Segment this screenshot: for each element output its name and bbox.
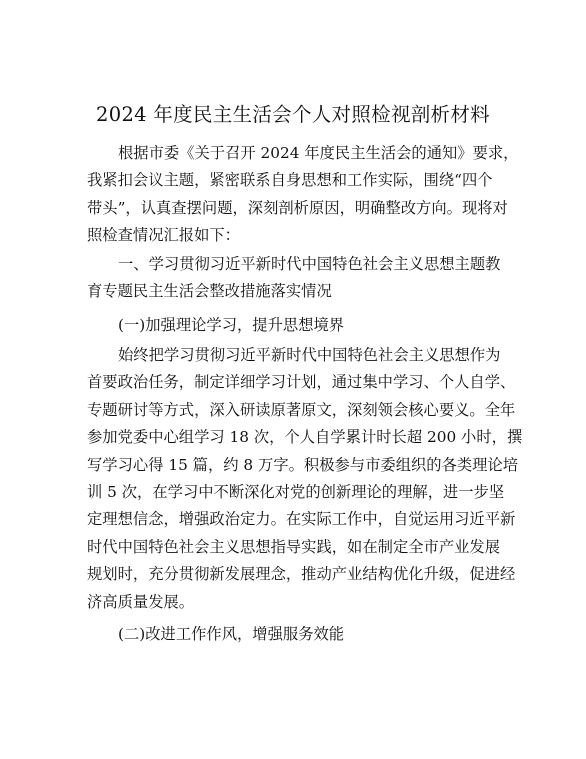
- intro-line: 照检查情况汇报如下：: [87, 226, 240, 245]
- body-line: 首要政治任务，制定详细学习计划，通过集中学习、个人自学、: [87, 373, 516, 392]
- section-1-heading: [87, 251, 507, 306]
- body-line: 定理想信念，增强政治定力。在实际工作中，自觉运用习近平新: [87, 510, 516, 529]
- subsection-2-heading: [87, 621, 507, 648]
- body-line: 写学习心得 15 篇，约 8 万字。积极参与市委组织的各类理论培: [87, 455, 519, 474]
- subsection-heading-line: (二)改进工作作风，增强服务效能: [118, 625, 345, 643]
- subsection-1-heading: [87, 312, 507, 339]
- subsection-heading-line: (一)加强理论学习，提升思想境界: [118, 316, 345, 334]
- intro-paragraph: [87, 140, 519, 250]
- subsection-1-body: [87, 342, 523, 616]
- body-line: 参加党委中心组学习 18 次，个人自学累计时长超 200 小时，撰: [87, 428, 523, 447]
- body-line: 时代中国特色社会主义思想指导实践，如在制定全市产业发展: [87, 537, 501, 556]
- section-heading-line: 育专题民主生活会整改措施落实情况: [87, 282, 332, 301]
- section-heading-line: 一、学习贯彻习近平新时代中国特色社会主义思想主题教: [118, 255, 501, 273]
- body-line: 专题研讨等方式，深入研读原著原文，深刻领会核心要义。全年: [87, 400, 516, 419]
- intro-line: 我紧扣会议主题，紧密联系自身思想和工作实际，围绕“四个: [87, 171, 493, 190]
- body-line: 训 5 次，在学习中不断深化对党的创新理论的理解，进一步坚: [87, 482, 505, 501]
- body-line: 始终把学习贯彻习近平新时代中国特色社会主义思想作为: [118, 346, 501, 364]
- document-title: 2024 年度民主生活会个人对照检视剖析材料: [96, 103, 490, 126]
- intro-line: 带头”，认真查摆问题，深刻剖析原因，明确整改方向。现将对: [87, 198, 508, 217]
- body-line: 规划时，充分贯彻新发展理念，推动产业结构优化升级，促进经: [87, 565, 516, 584]
- body-line: 济高质量发展。: [87, 592, 195, 611]
- intro-line: 根据市委《关于召开 2024 年度民主生活会的通知》要求，: [118, 144, 519, 162]
